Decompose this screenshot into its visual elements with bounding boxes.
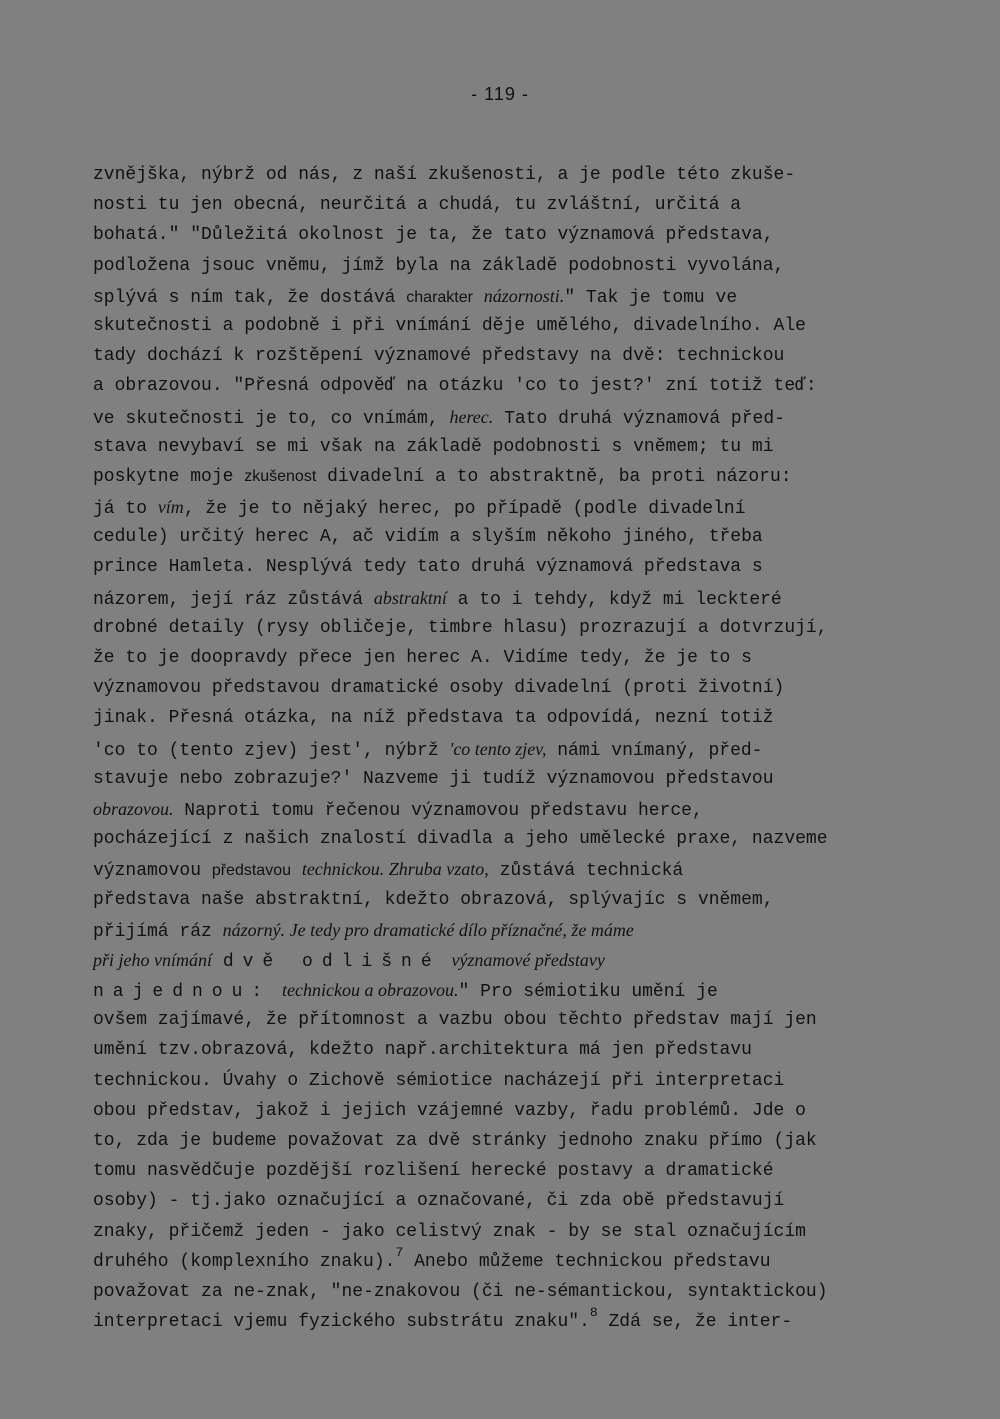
text-segment: splývá s ním tak, že dostává (93, 287, 407, 308)
text-line (93, 613, 933, 643)
text-line (93, 251, 933, 281)
text-line (93, 311, 933, 341)
text-segment: 'co tento zjev, (449, 738, 547, 759)
text-segment: zkušenost (244, 467, 317, 485)
text-line (93, 371, 933, 401)
text-segment: zvnějška, nýbrž od nás, z naší zkušenosti, a je podle této zkuše- (93, 165, 796, 185)
text-segment (212, 952, 223, 972)
text-segment: druhého (komplexního znaku). (93, 1251, 396, 1272)
text-segment: zůstává technická (488, 861, 684, 882)
text-line (93, 402, 933, 432)
text-segment: ve skutečnosti je to, co vnímám, (93, 408, 450, 429)
text-segment: abstraktní (373, 587, 447, 608)
text-segment: 'co to (tento zjev) jest', nýbrž (93, 740, 450, 761)
text-segment: Tato druhá významová před- (493, 408, 785, 429)
text-line (93, 824, 933, 854)
text-segment: považovat za ne-znak, "ne-znakovou (či ne-sémantickou, syntaktickou) (93, 1281, 828, 1302)
text-line (93, 1277, 933, 1307)
text-segment: a obrazovou. "Přesná odpověď na otázku 'co to jest?' zní totiž teď: (93, 376, 817, 397)
text-segment: tomu nasvědčuje pozdější rozlišení herecké postavy a dramatické (93, 1161, 774, 1182)
text-line (93, 885, 933, 915)
text-line (93, 764, 933, 794)
text-line (93, 734, 933, 764)
text-segment: znaky, přičemž jeden - jako celistvý znak - by se stal označujícím (93, 1221, 806, 1242)
footnote-marker: 8 (589, 1305, 598, 1321)
text-line (93, 1096, 933, 1126)
text-segment: podložena jsouc vněmu, jímž byla na základě podobnosti vyvolána, (93, 255, 785, 276)
text-segment: technickou. Zhruba vzato, (301, 859, 489, 880)
text-segment: stavuje nebo zobrazuje?' Nazveme ji tudíž významovou představou (93, 768, 774, 789)
text-segment: námi vnímaný, před- (546, 740, 763, 761)
text-segment: interpretaci vjemu fyzického substrátu znaku". (93, 1312, 590, 1333)
text-segment: technickou a obrazovou. (282, 980, 459, 1001)
text-segment (441, 952, 452, 972)
text-segment: " Tak je tomu ve (564, 287, 738, 308)
text-line (93, 160, 933, 190)
text-segment: pocházející z našich znalostí divadla a jeho umělecké praxe, nazveme (93, 829, 828, 850)
text-segment: představa naše abstraktní, kdežto obrazová, splývajíc s vněmem, (93, 889, 774, 910)
text-segment: divadelní a to abstraktně, ba proti názoru: (316, 466, 792, 487)
text-segment: významové představy (451, 949, 605, 970)
text-segment: osoby) - tj.jako označující a označované, či zda obě představují (93, 1191, 785, 1212)
text-line (93, 945, 933, 975)
text-line (93, 522, 933, 552)
text-line (93, 643, 933, 673)
text-line (93, 1217, 933, 1247)
text-line (93, 975, 933, 1005)
text-segment: a to i tehdy, když mi leckteré (446, 589, 782, 610)
text-line (93, 220, 933, 250)
text-segment: , že je to nějaký herec, po případě (podle divadelní (183, 499, 746, 520)
text-segment: bohatá." "Důležitá okolnost je ta, že tato významová představa, (93, 225, 774, 246)
text-segment: názornosti. (483, 285, 565, 306)
page-number: - 119 - (471, 84, 529, 104)
text-line (93, 462, 933, 492)
text-line (93, 1186, 933, 1216)
text-segment: najednou: (93, 982, 272, 1003)
text-segment: skutečnosti a podobně i při vnímání děje umělého, divadelního. Ale (93, 315, 806, 336)
text-segment: názorem, její ráz zůstává (93, 589, 374, 610)
body-text (93, 160, 933, 1337)
text-segment: technickou. Úvahy o Zichově sémiotice nacházejí při interpretaci (93, 1070, 785, 1091)
text-line (93, 1244, 933, 1277)
text-segment: Anebo můžeme technickou představu (403, 1251, 771, 1272)
text-segment: prince Hamleta. Nesplývá tedy tato druhá významová představa s (93, 557, 763, 578)
text-segment: tady dochází k rozštěpení významové představy na dvě: technickou (93, 346, 785, 367)
text-line (93, 854, 933, 884)
text-line (93, 1307, 933, 1337)
text-segment: umění tzv.obrazová, kdežto např.architektura má jen představu (93, 1040, 752, 1061)
text-segment: herec. (449, 406, 494, 427)
text-segment: představou (211, 862, 291, 880)
text-segment: názorný. Je tedy pro dramatické dílo příznačné, že máme (222, 919, 634, 940)
text-line (93, 794, 933, 824)
text-segment: že to je doopravdy přece jen herec A. Vidíme tedy, že je to s (93, 648, 752, 668)
text-line (93, 492, 933, 522)
text-line (93, 583, 933, 613)
text-segment: významovou (93, 861, 212, 882)
text-segment: to, zda je budeme považovat za dvě stránky jednoho znaku přímo (jak (93, 1131, 817, 1151)
text-line (93, 1126, 933, 1156)
text-segment: ovšem zajímavé, že přítomnost a vazbu obou těchto představ mají jen (93, 1010, 817, 1031)
text-segment: nosti tu jen obecná, neurčitá a chudá, tu zvláštní, určitá a (93, 195, 742, 216)
text-segment: stava nevybaví se mi však na základě podobnosti s vněmem; tu mi (93, 436, 774, 457)
text-segment: cedule) určitý herec A, ač vidím a slyším někoho jiného, třeba (93, 527, 763, 548)
text-segment: obou představ, jakož i jejich vzájemné vazby, řadu problémů. Jde o (93, 1100, 806, 1121)
text-segment (271, 982, 282, 1002)
text-line (93, 1005, 933, 1035)
text-segment: vím (157, 497, 184, 518)
text-line (93, 432, 933, 462)
text-line (93, 190, 933, 220)
text-segment: Zdá se, že inter- (597, 1312, 793, 1333)
text-segment: dvě odlišné (222, 951, 441, 972)
text-line (93, 1156, 933, 1186)
text-segment: obrazovou. (93, 798, 174, 819)
text-segment: charakter (406, 288, 473, 306)
text-line (93, 673, 933, 703)
text-segment (291, 861, 302, 881)
text-segment (473, 288, 484, 308)
text-segment: při jeho vnímání (93, 949, 212, 970)
text-segment: Naproti tomu řečenou významovou představu herce, (173, 800, 703, 821)
text-segment: poskytne moje (93, 466, 245, 487)
text-line (93, 703, 933, 733)
text-segment: já to (93, 499, 158, 520)
text-line (93, 1066, 933, 1096)
text-line (93, 281, 933, 311)
footnote-marker: 7 (395, 1244, 404, 1260)
text-line (93, 341, 933, 371)
text-segment: " Pro sémiotiku umění je (458, 982, 718, 1003)
text-segment: drobné detaily (rysy obličeje, timbre hlasu) prozrazují a dotvrzují, (93, 617, 828, 638)
text-line (93, 552, 933, 582)
text-segment: jinak. Přesná otázka, na níž představa ta odpovídá, nezní totiž (93, 708, 774, 729)
text-line (93, 915, 933, 945)
text-line (93, 1035, 933, 1065)
text-segment: přijímá ráz (93, 921, 223, 942)
text-segment: významovou představou dramatické osoby divadelní (proti životní) (93, 678, 785, 699)
